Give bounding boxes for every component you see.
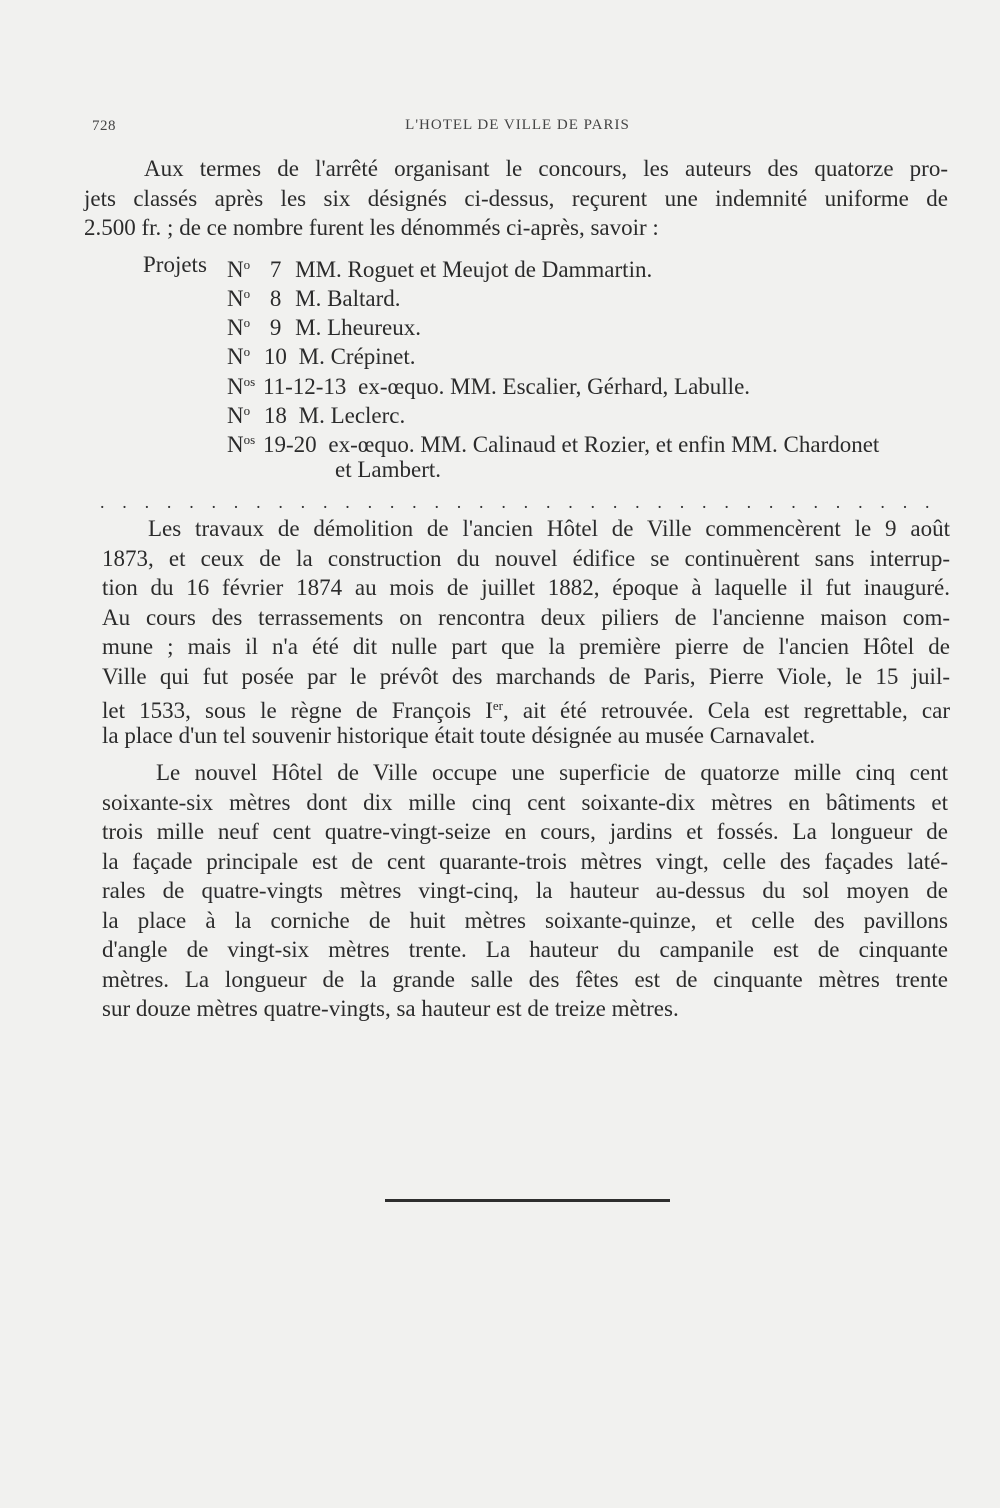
separator-dot: . — [902, 492, 908, 512]
project-authors: M. Lheureux. — [295, 315, 421, 340]
project-authors-continuation: et Lambert. — [335, 457, 442, 482]
separator-dot: . — [545, 492, 551, 512]
text-line: Au cours des terrassements on rencontra deux piliers de l'ancienne maison com- — [102, 604, 950, 630]
number-sign-sup: o — [243, 403, 251, 418]
project-number: 18 — [263, 403, 287, 428]
text-line: rales de quatre-vingts mètres vingt-cinq, la hauteur au-dessus du sol moyen de — [102, 878, 948, 903]
text-line: la place à la corniche de huit mètres soixante-quinze, et celle des pavillons — [102, 907, 948, 933]
number-sign-sup: o — [243, 344, 251, 359]
number-sign: N — [227, 344, 244, 369]
list-item — [227, 279, 401, 311]
separator-dot: . — [523, 492, 529, 512]
separator-dot: . — [835, 492, 841, 512]
separator-dot: . — [322, 492, 328, 512]
number-sign: N — [227, 286, 244, 311]
number-sign-sup: os — [243, 432, 256, 447]
intro-paragraph — [84, 154, 948, 243]
text-line: la façade principale est de cent quarante-trois mètres vingt, celle des façades laté- — [102, 848, 948, 874]
text-line: Les travaux de démolition de l'ancien Hôtel de Ville commencèrent le 9 août — [148, 516, 950, 541]
text-line: mètres. La longueur de la grande salle des fêtes est de cinquante mètres trente — [102, 966, 948, 992]
text-line: Ville qui fut posée par le prévôt des marchands de Paris, Pierre Viole, le 15 juil- — [102, 663, 950, 689]
text-line — [102, 691, 950, 721]
separator-dot: . — [233, 492, 239, 512]
project-number: 19-20 — [262, 432, 317, 457]
list-item — [227, 308, 421, 340]
projects-label: Projets — [143, 252, 207, 277]
project-number: 10 — [263, 344, 287, 369]
separator-dot: . — [612, 492, 618, 512]
end-rule — [385, 1199, 670, 1202]
project-authors: ex-œquo. MM. Calinaud et Rozier, et enfin MM. Chardonet — [328, 432, 880, 457]
separator-dot: . — [657, 492, 662, 512]
list-item — [143, 250, 207, 279]
number-sign-sup: o — [243, 315, 251, 330]
list-item — [227, 250, 653, 282]
separator-dot: . — [501, 492, 506, 512]
text-line: 1873, et ceux de la construction du nouvel édifice se continuèrent sans interrup- — [102, 545, 950, 571]
separator-dot: . — [367, 492, 373, 512]
separator-dot: . — [434, 492, 439, 512]
separator-dot: . — [702, 492, 707, 512]
separator-dot: . — [300, 492, 306, 512]
project-authors: ex-œquo. MM. Escalier, Gérhard, Labulle. — [358, 374, 751, 399]
number-sign: N — [227, 257, 244, 282]
list-item — [335, 455, 441, 484]
separator-dot: . — [412, 492, 417, 512]
demolition-paragraph — [102, 514, 950, 750]
project-authors: M. Leclerc. — [298, 403, 406, 428]
text-line: soixante-six mètres dont dix mille cinq cent soixante-dix mètres en bâtiments et — [102, 789, 948, 815]
separator-dot: . — [256, 492, 261, 512]
separator-dot: . — [924, 492, 930, 512]
text-line: trois mille neuf cent quatre-vingt-seize en cours, jardins et fossés. La longueur de — [102, 819, 948, 844]
separator-dot: . — [144, 492, 150, 512]
number-sign-sup: o — [243, 286, 251, 301]
separator-dot: . — [479, 492, 484, 512]
number-sign: N — [227, 374, 244, 399]
dotted-separator — [100, 492, 930, 513]
separator-dot: . — [456, 492, 462, 512]
separator-dot: . — [211, 492, 216, 512]
text-line-part: , ait été retrouvée. Cela est regrettable, car — [503, 698, 950, 723]
separator-dot: . — [880, 492, 885, 512]
list-item — [227, 337, 416, 369]
text-line-part: let 1533, sous le règne de François I — [102, 698, 493, 723]
text-line: jets classés après les six désignés ci-dessus, reçurent une indemnité uniforme de — [84, 185, 948, 211]
project-number: 11-12-13 — [262, 374, 347, 399]
text-line: d'angle de vingt-six mètres trente. La hauteur du campanile est de cinquante — [102, 937, 948, 962]
running-title: L'HOTEL DE VILLE DE PARIS — [405, 117, 630, 133]
page-number: 728 — [92, 118, 116, 134]
number-sign-sup: os — [243, 374, 256, 389]
project-number: 9 — [269, 315, 282, 340]
list-item — [227, 425, 880, 457]
separator-dot: . — [166, 492, 172, 512]
separator-dot: . — [590, 492, 596, 512]
separator-dot: . — [189, 492, 194, 512]
number-sign: N — [227, 403, 244, 428]
text-line: la place d'un tel souvenir historique était toute désignée au musée Carnavalet. — [102, 722, 816, 748]
separator-dot: . — [679, 492, 685, 512]
separator-dot: . — [122, 492, 127, 512]
project-number: 8 — [269, 286, 282, 311]
project-number: 7 — [269, 257, 282, 282]
separator-dot: . — [345, 492, 350, 512]
separator-dot: . — [635, 492, 640, 512]
project-authors: M. Crépinet. — [298, 344, 416, 369]
list-item — [227, 367, 751, 399]
text-line: tion du 16 février 1874 au mois de juillet 1882, époque à laquelle il fut inauguré. — [102, 575, 950, 600]
text-line: Aux termes de l'arrêté organisant le concours, les auteurs des quatorze pro- — [144, 156, 948, 181]
description-paragraph — [102, 758, 948, 1024]
number-sign: N — [227, 432, 244, 457]
list-item — [227, 396, 406, 428]
separator-dot: . — [278, 492, 283, 512]
text-line: sur douze mètres quatre-vingts, sa hauteur est de treize mètres. — [102, 996, 679, 1021]
separator-dot: . — [568, 492, 573, 512]
project-authors: M. Baltard. — [295, 286, 401, 311]
text-line: 2.500 fr. ; de ce nombre furent les dénommés ci-après, savoir : — [84, 215, 659, 240]
number-sign: N — [227, 315, 244, 340]
separator-dot: . — [791, 492, 796, 512]
number-sign-sup: o — [243, 257, 251, 272]
text-line: Le nouvel Hôtel de Ville occupe une superficie de quatorze mille cinq cent — [156, 760, 948, 785]
separator-dot: . — [768, 492, 774, 512]
text-line: mune ; mais il n'a été dit nulle part que la première pierre de l'ancien Hôtel de — [102, 634, 950, 659]
separator-dot: . — [858, 492, 863, 512]
separator-dot: . — [813, 492, 818, 512]
separator-dot: . — [100, 492, 105, 512]
separator-dot: . — [724, 492, 729, 512]
separator-dot: . — [389, 492, 395, 512]
superscript: er — [492, 698, 504, 713]
separator-dot: . — [746, 492, 752, 512]
project-authors: MM. Roguet et Meujot de Dammartin. — [295, 257, 653, 282]
